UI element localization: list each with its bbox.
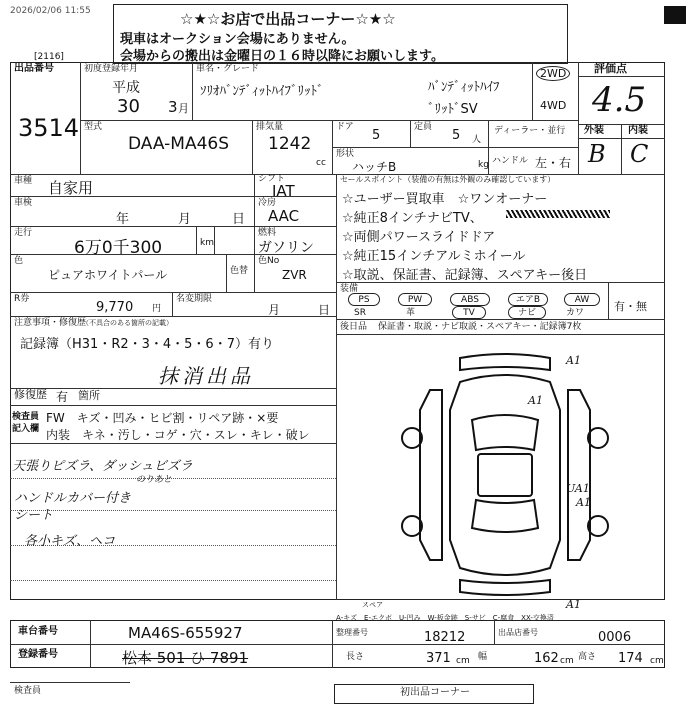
notes-label: 注意事項・修復歴 — [14, 318, 87, 328]
recycle-label: R券 — [14, 294, 30, 304]
model-grade-2: ﾞﾘｯﾄﾞSV — [428, 102, 478, 117]
serial-label: 整理番号 — [336, 628, 368, 637]
corner-mark — [664, 6, 686, 24]
equip-sr: SR — [354, 308, 366, 318]
recycle-value: 9,770 — [96, 300, 134, 315]
repair-label: 修復歴 — [14, 388, 47, 401]
first-reg-year: 30 — [117, 96, 140, 117]
colorno-label: 色替 — [230, 266, 249, 276]
model-name: ｿﾘｵﾊﾞﾝﾃﾞｨｯﾄﾊｲﾌﾞﾘｯﾄﾞ — [200, 84, 324, 99]
transfer-month: 月 — [268, 303, 281, 317]
interior-grade: C — [630, 140, 649, 168]
spare-label: スペア — [362, 601, 383, 609]
inspector-label1: 検査員 — [12, 412, 40, 422]
sales-item-2: ☆純正8インチナビTV、 — [342, 211, 483, 226]
after-value: 保証書・取説・ナビ取説・スペアキー・記録簿7枚 — [378, 322, 582, 332]
dealer-label: ディーラー・並行 — [494, 126, 566, 136]
drive-4wd: 4WD — [540, 99, 567, 112]
damage-mark-2: A1 — [528, 394, 543, 407]
equip-yes-no: 有・無 — [614, 300, 647, 313]
repair-unit: 箇所 — [78, 389, 100, 402]
chassis-value: MA46S-655927 — [128, 624, 243, 642]
car-diagram — [390, 350, 620, 600]
transfer-day: 日 — [318, 303, 331, 317]
usage-value: 自家用 — [48, 179, 94, 197]
hand-line3: シート — [14, 508, 54, 523]
doors-label: ドア — [336, 122, 354, 132]
drive-2wd: 2WD — [536, 66, 570, 81]
timestamp: 2026/02/06 11:55 — [10, 6, 91, 16]
notes-sub: （不具合のある箇所の記載） — [82, 319, 173, 327]
notes-record: 記録簿（H31・R2・3・4・5・6・7）有り — [20, 337, 274, 352]
type-value: DAA-MA46S — [128, 134, 230, 154]
width-label: 幅 — [478, 652, 488, 662]
type-label: 型式 — [84, 122, 103, 132]
hand-line4: 各小キズ、ヘコ — [24, 534, 116, 549]
damage-mark-5: A1 — [566, 598, 581, 611]
equip-airbag: エアB — [508, 293, 548, 306]
interior-label: 内装 — [628, 125, 648, 136]
model-grade-1: ﾊﾞﾝﾃﾞｨｯﾄﾊｲﾌ — [428, 80, 500, 95]
color-code-value: ZVR — [282, 268, 307, 282]
mileage-value: 6万0千300 — [74, 238, 163, 258]
color-label: 色 — [14, 256, 24, 266]
damage-mark-1: A1 — [566, 354, 581, 367]
height-label: 高さ — [578, 652, 597, 662]
exterior-grade: B — [588, 140, 606, 168]
handle-label: ハンドル — [492, 156, 529, 166]
sales-item-3: ☆両側パワースライドドア — [342, 230, 496, 245]
transfer-label: 名変期限 — [176, 294, 213, 304]
yen-unit: 円 — [152, 304, 162, 314]
sales-item-1: ☆ユーザー買取車 ☆ワンオーナー — [342, 192, 548, 207]
dealer-no-value: 0006 — [598, 630, 632, 645]
repair-value: 有 — [56, 390, 69, 404]
equip-navi: ナビ — [508, 306, 546, 319]
first-reg-month-unit: 月 — [178, 102, 189, 115]
exterior-label: 外装 — [584, 125, 604, 136]
scribble — [506, 210, 610, 218]
inspection-year: 年 — [116, 212, 130, 227]
height-unit: cm — [650, 656, 664, 666]
dealer-no-label: 出品店番号 — [498, 628, 538, 637]
capacity-label: 定員 — [414, 122, 433, 132]
notice-title: ☆★☆お店で出品コーナー☆★☆ — [180, 10, 396, 28]
score-value: 4.5 — [592, 80, 647, 120]
width-value: 162 — [534, 651, 559, 666]
after-label: 後日品 — [340, 322, 368, 332]
notice-line2: 会場からの搬出は金曜日の１６時以降にお願いします。 — [120, 49, 444, 64]
equip-leather: 革 — [406, 308, 416, 318]
equipment-label: 装備 — [340, 284, 359, 294]
length-value: 371 — [426, 651, 451, 666]
displacement-label: 排気量 — [256, 122, 284, 132]
shape-value: ハッチB — [352, 160, 397, 174]
shift-value: IAT — [272, 182, 295, 200]
equip-ps: PS — [348, 293, 380, 306]
model-label: 車名・グレード — [196, 64, 260, 74]
fuel-label: 燃料 — [258, 228, 277, 238]
first-reg-month: 3 — [168, 98, 178, 116]
equip-kawa: カワ — [566, 308, 585, 318]
sales-item-5: ☆取説、保証書、記録簿、スペアキー後日 — [342, 268, 588, 283]
color-value: ピュアホワイトパール — [48, 268, 168, 282]
inspection-month: 月 — [178, 212, 192, 227]
inspector-row1: FW キズ・凹み・ヒビ割・リペア跡・×要 — [46, 411, 279, 425]
lot-number: 3514 — [18, 114, 80, 142]
notice-line1: 現車はオークション会場にありません。 — [120, 32, 355, 47]
sales-item-4: ☆純正15インチアルミホイール — [342, 249, 526, 264]
equip-pw: PW — [398, 293, 432, 306]
doors-value: 5 — [372, 128, 381, 143]
cc-unit: cc — [316, 158, 326, 168]
score-label: 評価点 — [594, 62, 627, 75]
inspection-label: 車検 — [14, 198, 33, 208]
shift-label: シフト — [258, 174, 286, 184]
handle-value: 左・右 — [535, 156, 572, 170]
mileage-label: 走行 — [14, 228, 33, 238]
length-unit: cm — [456, 656, 470, 666]
hand-line1: 天張りピズラ、ダッシュビズラ — [12, 459, 193, 474]
ac-label: 冷房 — [258, 198, 277, 208]
color-code-label: 色No — [258, 256, 280, 266]
km-unit: km — [200, 238, 214, 248]
equip-tv: TV — [452, 306, 486, 319]
equip-aw: AW — [564, 293, 600, 306]
width-unit: cm — [560, 656, 574, 666]
height-value: 174 — [618, 651, 643, 666]
diagram-legend: A-キズ E-エクボ U-凹み W-板金跡 S-サビ C-腐食 XX-交換済 — [336, 614, 554, 622]
lot-code: [2116] — [34, 52, 64, 62]
displacement-value: 1242 — [268, 134, 312, 154]
capacity-unit: 人 — [472, 135, 482, 145]
shape-label: 形状 — [336, 149, 355, 159]
plate-label: 登録番号 — [18, 649, 58, 660]
first-reg-label: 初度登録年月 — [84, 64, 139, 74]
damage-mark-3: UA1 — [566, 482, 590, 495]
sign-label: 検査員 — [14, 686, 42, 696]
hand-line1b: のりあと — [136, 475, 173, 485]
equip-abs: ABS — [450, 293, 490, 306]
capacity-value: 5 — [452, 128, 461, 143]
plate-value: 松本 501 ひ 7891 — [122, 649, 249, 667]
inspection-day: 日 — [232, 212, 246, 227]
length-label: 長さ — [346, 652, 365, 662]
first-reg-era: 平成 — [112, 80, 140, 96]
lot-label: 出品番号 — [14, 63, 54, 74]
notes-cancel: 抹消出品 — [158, 364, 254, 388]
chassis-label: 車台番号 — [18, 626, 58, 637]
kg-unit: kg — [478, 160, 489, 170]
inspector-label2: 記入欄 — [12, 424, 40, 434]
footer-label: 初出品コーナー — [400, 687, 470, 698]
usage-label: 車種 — [14, 176, 33, 186]
damage-mark-4: A1 — [576, 496, 591, 509]
serial-value: 18212 — [424, 630, 466, 645]
fuel-value: ガソリン — [258, 240, 314, 256]
sales-label: セールスポイント（装備の有無は外観のみ確認しています） — [340, 175, 556, 184]
ac-value: AAC — [268, 207, 300, 225]
hand-line2: ハンドルカバー付き — [14, 491, 132, 506]
inspector-row2: 内装 キネ・汚し・コゲ・穴・スレ・キレ・破レ — [46, 428, 310, 442]
